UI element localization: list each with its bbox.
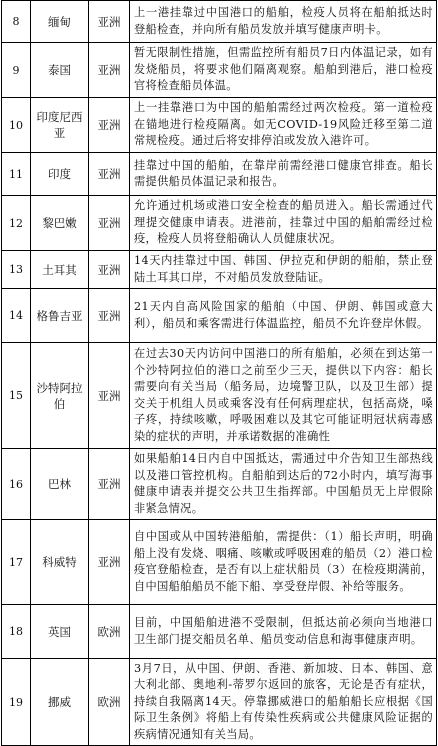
country-name: 印度尼西亚: [31, 98, 89, 153]
row-number: 12: [2, 196, 31, 251]
policy-description: 在过去30天内访问中国港口的所有船舶，必须在到达第一个沙特阿拉伯的港口之前至少三天，提供以下内容：船长需要向有关当局（船务局，边境警卫队，以及卫生部）提交关于机组人员或乘客没有任何病理症状，包括高烧，嗓子疼，持续咳嗽，呼吸困难以及其它可能证明冠状病毒感染的症状的声明，并承诺数据的准确性: [130, 343, 437, 449]
policy-description: 3月7日，从中国、伊朗、香港、新加坡、日本、韩国、意大利北部、奥地利-蒂罗尔返回的旅客，无论是否有症状，持续自我隔离14天。停靠挪威港口的船舶船长应根据《国际卫生条例》将船上有传染性疾病或公共健康风险证据的疾病情况通知有关当局。: [130, 659, 437, 746]
row-number: 13: [2, 251, 31, 289]
row-number: 14: [2, 289, 31, 343]
table-row: [2, 449, 437, 520]
region-name: 亚洲: [89, 251, 130, 289]
country-name: 缅甸: [31, 1, 89, 43]
region-name: 亚洲: [89, 196, 130, 251]
row-number: 16: [2, 449, 31, 520]
country-name: 英国: [31, 605, 89, 659]
table-row: [2, 520, 437, 605]
policy-description: 如果船舶14日内自中国抵达，需通过中介告知卫生部热线以及港口管控机构。自船舶到达后的72小时内，填写海事健康申请表并提交公共卫生指挥部。中国船员无上岸假除非紧急情况。: [130, 449, 437, 520]
policy-description: 目前，中国船舶进港不受限制，但抵达前必须向当地港口卫生部门提交船员名单、船员变动信息和海事健康声明。: [130, 605, 437, 659]
country-name: 挪威: [31, 659, 89, 746]
table-row: [2, 98, 437, 153]
row-number: 19: [2, 659, 31, 746]
row-number: 9: [2, 43, 31, 98]
country-name: 印度: [31, 153, 89, 196]
policy-description: 暂无限制性措施，但需监控所有船员7日内体温记录，如有发烧船员，将要求他们隔离观察。船舶到港后，港口检疫官将检查船员体温。: [130, 43, 437, 98]
row-number: 18: [2, 605, 31, 659]
policy-description: 允许通过机场或港口安全检查的船员进入。船长需通过代理提交健康申请表。进港前，挂靠过中国的船舶需经过检疫，检疫人员将登船确认人员健康状况。: [130, 196, 437, 251]
policy-description: 21天内自高风险国家的船舶（中国、伊朗、韩国或意大利），船员和乘客需进行体温监控，船员不允许登岸休假。: [130, 289, 437, 343]
region-name: 亚洲: [89, 449, 130, 520]
region-name: 亚洲: [89, 98, 130, 153]
row-number: 17: [2, 520, 31, 605]
policy-description: 挂靠过中国的船舶，在靠岸前需经港口健康官排查。船长需提供船员体温记录和报告。: [130, 153, 437, 196]
country-name: 巴林: [31, 449, 89, 520]
row-number: 10: [2, 98, 31, 153]
table-row: [2, 251, 437, 289]
row-number: 11: [2, 153, 31, 196]
country-name: 格鲁吉亚: [31, 289, 89, 343]
region-name: 亚洲: [89, 343, 130, 449]
table-row: [2, 43, 437, 98]
table-row: [2, 1, 437, 43]
country-name: 黎巴嫩: [31, 196, 89, 251]
table-row: [2, 605, 437, 659]
policy-description: 上一港挂靠过中国港口的船舶，检疫人员将在船舶抵达时登船检查，并向所有船员发放并填写健康声明卡。: [130, 1, 437, 43]
region-name: 欧洲: [89, 605, 130, 659]
table-row: [2, 289, 437, 343]
country-name: 土耳其: [31, 251, 89, 289]
table-row: [2, 659, 437, 746]
country-name: 沙特阿拉伯: [31, 343, 89, 449]
table-row: [2, 196, 437, 251]
row-number: 8: [2, 1, 31, 43]
policy-description: 自中国或从中国转港船舶，需提供：（1）船长声明，明确船上没有发烧、咽痛、咳嗽或呼吸困难的船员（2）港口检疫官登船检查，是否有以上症状船员（3）在检疫期满前，自中国船舶船员不能下船、享受登岸假、补给等服务。: [130, 520, 437, 605]
policy-description: 上一挂靠港口为中国的船舶需经过两次检疫。第一道检疫在锚地进行检疫隔离。如无COVID-19风险迁移至第二道常规检疫。通过后将安排停泊或发放入港许可。: [130, 98, 437, 153]
region-name: 亚洲: [89, 43, 130, 98]
region-name: 亚洲: [89, 1, 130, 43]
table-row: [2, 343, 437, 449]
region-name: 亚洲: [89, 520, 130, 605]
country-name: 泰国: [31, 43, 89, 98]
table-row: [2, 153, 437, 196]
region-name: 亚洲: [89, 289, 130, 343]
country-name: 科威特: [31, 520, 89, 605]
row-number: 15: [2, 343, 31, 449]
region-name: 欧洲: [89, 659, 130, 746]
region-name: 亚洲: [89, 153, 130, 196]
port-restrictions-table: [1, 0, 437, 746]
policy-description: 14天内挂靠过中国、韩国、伊拉克和伊朗的船舶，禁止登陆土耳其口岸，不对船员发放登陆证。: [130, 251, 437, 289]
